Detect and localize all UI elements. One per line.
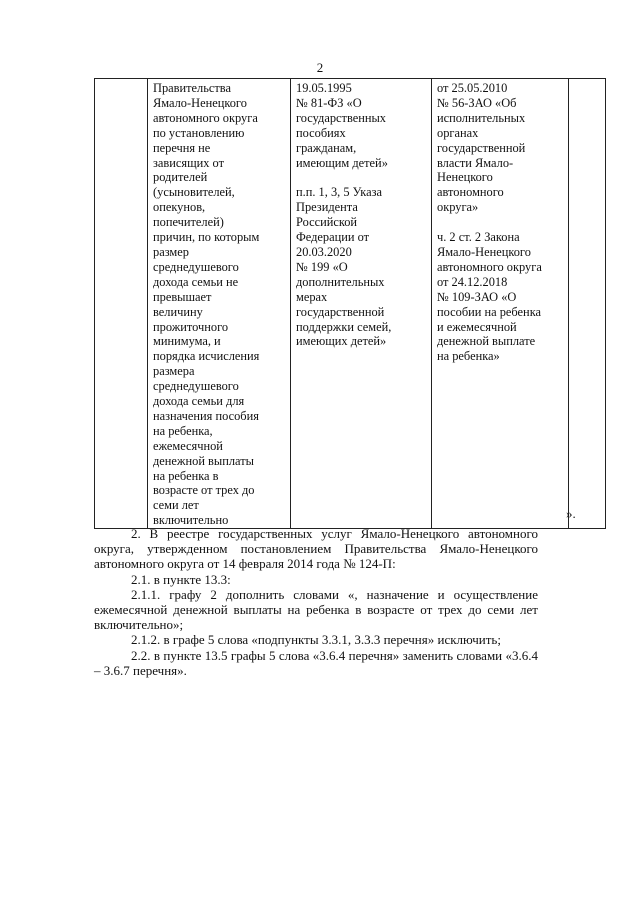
- table-cell-number: [95, 79, 148, 529]
- table-cell-notes: [569, 79, 606, 529]
- body-text: [94, 522, 538, 678]
- paragraph-2-1-1: 2.1.1. графу 2 дополнить словами «, назначение и осуществление ежемесячной денежной выплаты на ребенка в возрасте от трех до семи лет включительно»;: [94, 586, 538, 633]
- closing-quote: ».: [566, 506, 576, 521]
- paragraph-2-2: 2.2. в пункте 13.5 графы 5 слова «3.6.4 перечня» заменить словами «3.6.4 – 3.6.7 перечня».: [94, 647, 538, 678]
- page-number: 2: [316, 60, 324, 75]
- table-cell-service-name: Правительства Ямало-Ненецкого автономного округа по установлению перечня не зависящих от родителей (усыновителей, опекунов, попечителей) причин, по которым размер среднедушевого дохода семьи не превышает величину прожиточного минимума, и порядка исчисления размера среднедушевого дохода семьи для назначения пособия на ребенка, ежемесячной денежной выплаты на ребенка в возрасте от трех до семи лет включительно: [148, 79, 291, 529]
- table-cell-regional-acts: от 25.05.2010 № 56-ЗАО «Об исполнительных органах государственной власти Ямало- Ненецкого автономного округа» ч. 2 ст. 2 Закона Ямало-Ненецкого автономного округа от 24.12.2018 № 109-ЗАО «О пособии на ребенка и ежемесячной денежной выплате на ребенка»: [432, 79, 569, 529]
- paragraph-2: 2. В реестре государственных услуг Ямало-Ненецкого автономного округа, утвержденном постановлением Правительства Ямало-Ненецкого автономного округа от 14 февраля 2014 года № 124-П:: [94, 526, 538, 572]
- paragraph-2-1: 2.1. в пункте 13.3:: [131, 571, 231, 587]
- table-cell-federal-acts: 19.05.1995 № 81-ФЗ «О государственных пособиях гражданам, имеющим детей» п.п. 1, 3, 5 Указа Президента Российской Федерации от 20.03.2020 № 199 «О дополнительных мерах государственной поддержки семей, имеющих детей»: [291, 79, 432, 529]
- paragraph-2-1-2: 2.1.2. в графе 5 слова «подпункты 3.3.1, 3.3.3 перечня» исключить;: [131, 632, 501, 648]
- table-row: [95, 79, 606, 529]
- continuation-table: [94, 78, 606, 529]
